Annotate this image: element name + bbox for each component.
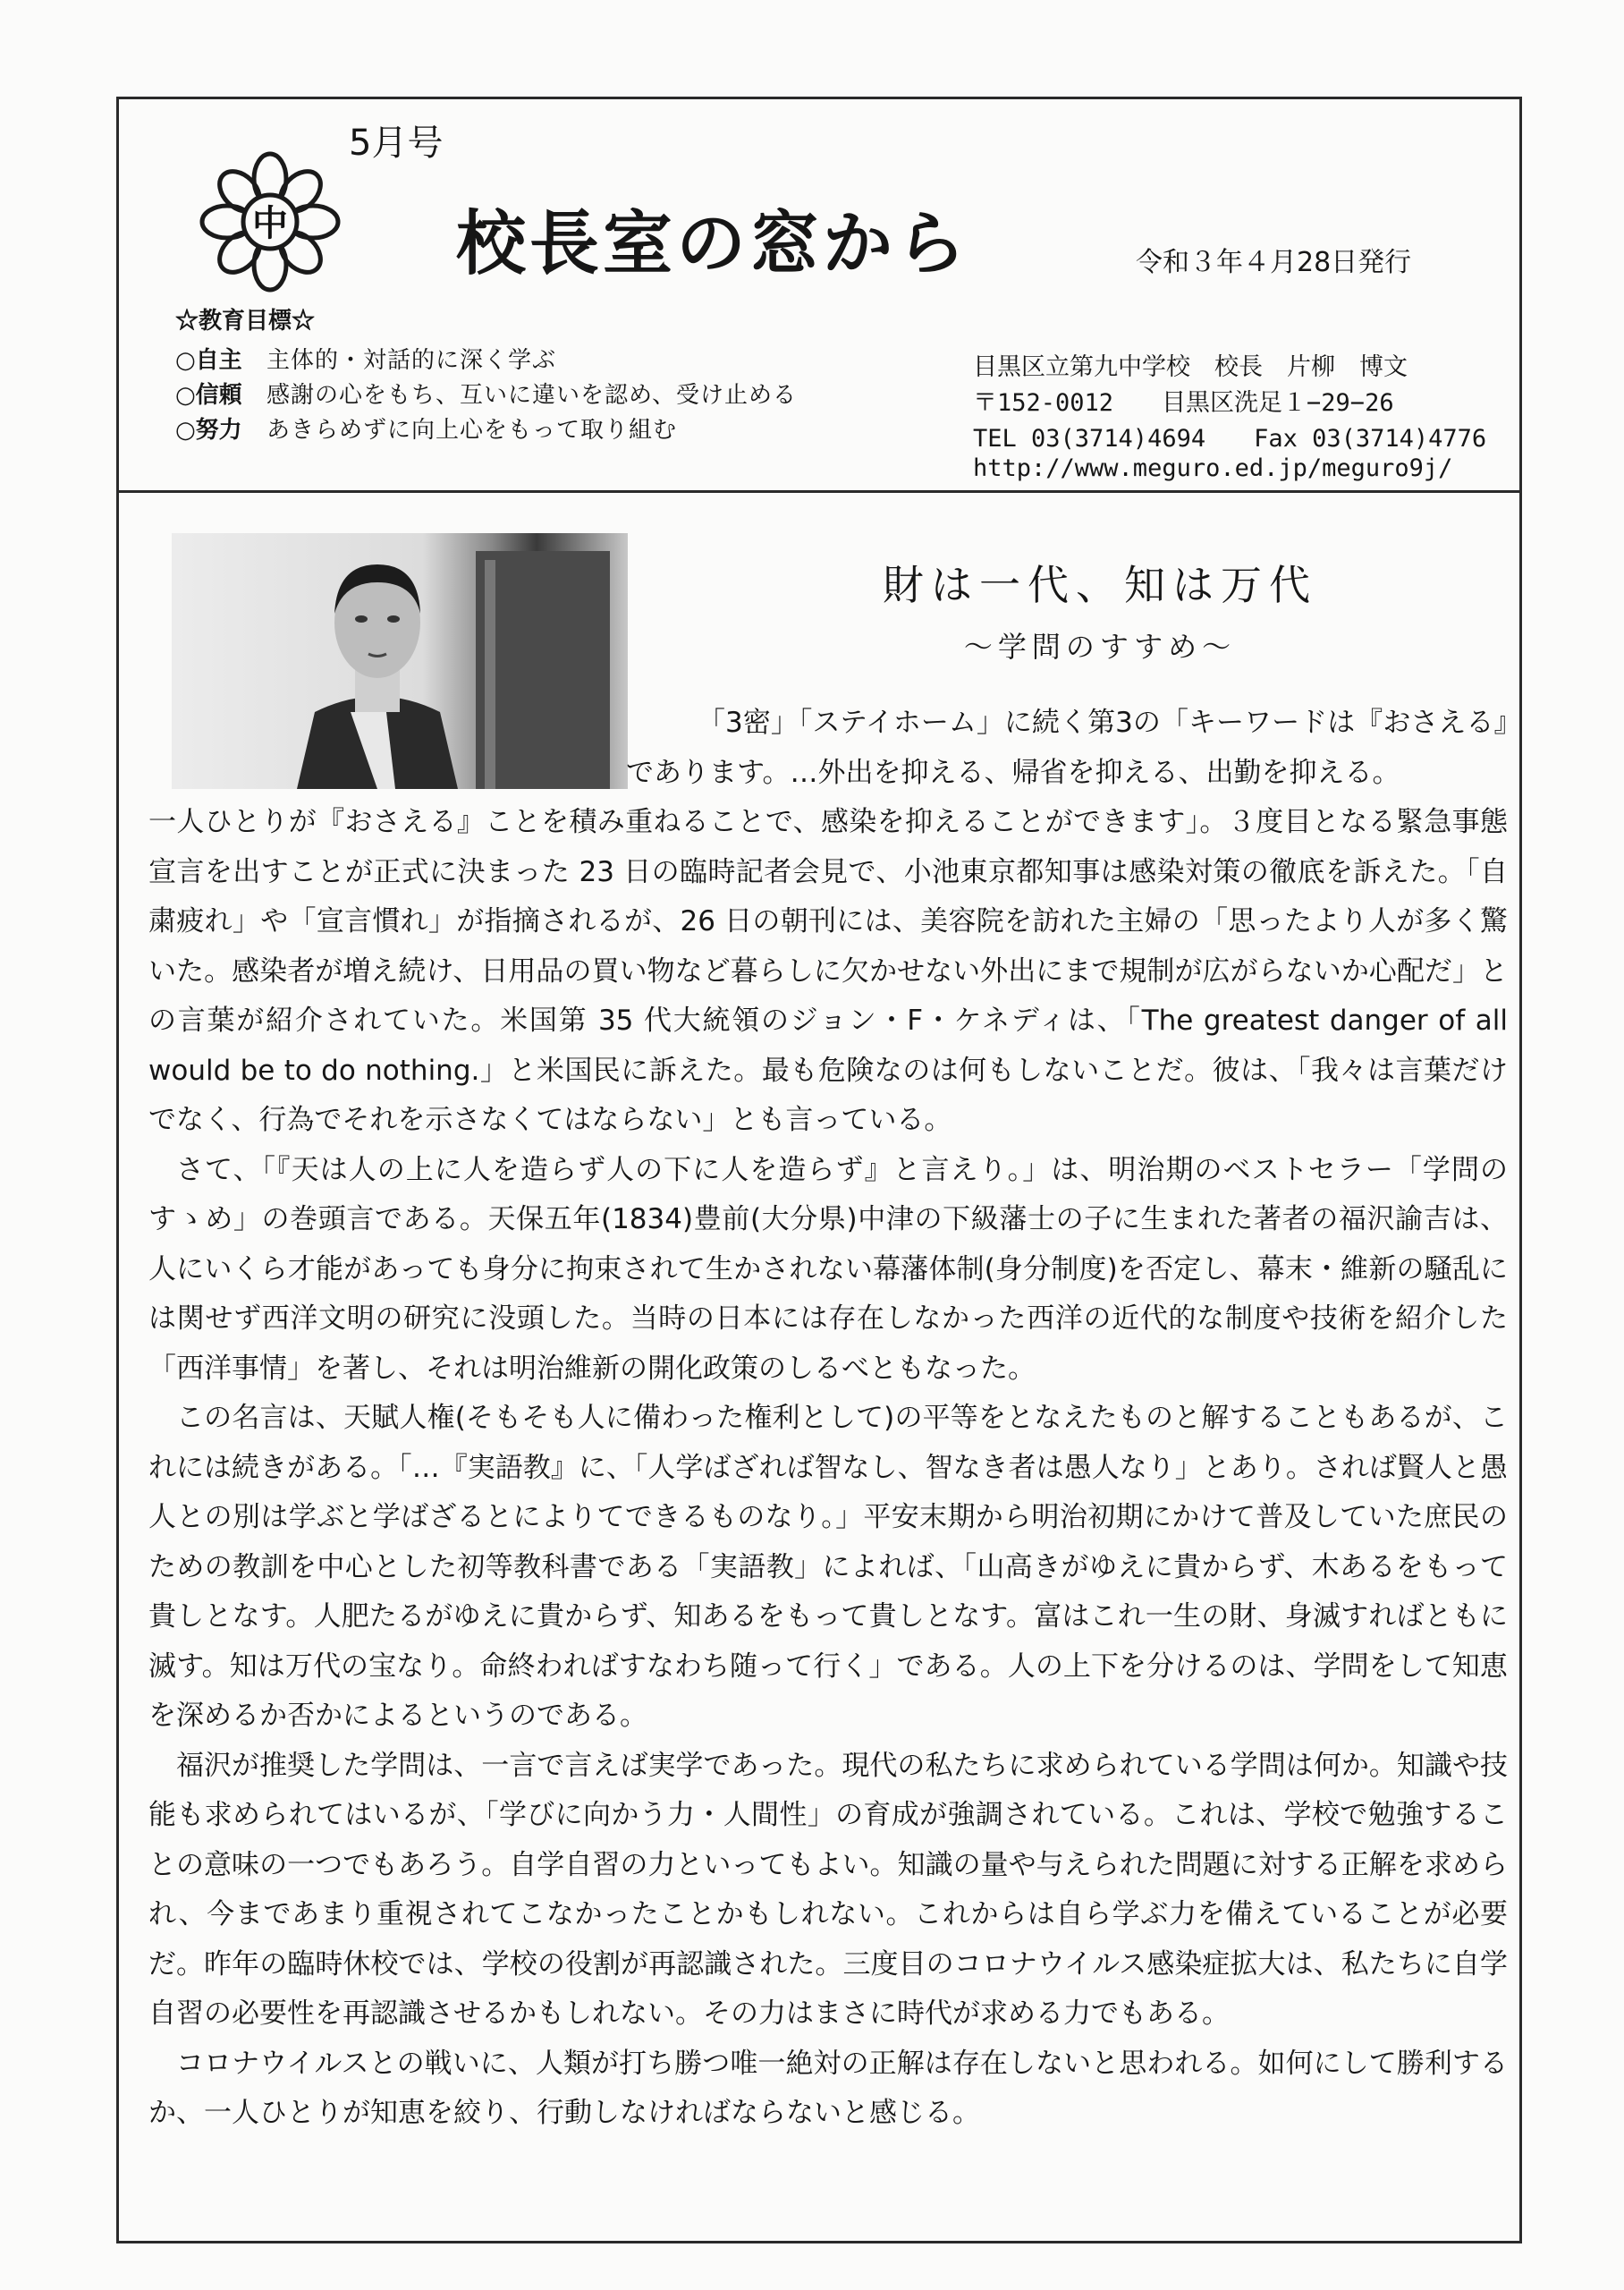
article-body	[148, 798, 1508, 2139]
article-title: 財は一代、知は万代	[883, 561, 1317, 609]
article-lead: 「3密」「ステイホーム」に続く第3の「キーワードは『おさえる』であります。…外出を抑える、帰省を抑える、出勤を抑える。	[626, 707, 1508, 789]
school-url: http://www.meguro.ed.jp/meguro9j/	[973, 454, 1453, 482]
page-title: 校長室の窓から	[456, 204, 970, 284]
article-paragraph: さて、「『天は人の上に人を造らず人の下に人を造らず』と言えり。」は、明治期のベストセラー「学問のすゝめ」の巻頭言である。天保五年(1834)豊前(大分県)中津の下級藩士の子に生まれた著者の福沢諭吉は、人にいくら才能があっても身分に拘束されて生かされない幕藩体制(身分制度)を否定し、幕末・維新の騒乱には関せず西洋文明の研究に没頭した。当時の日本には存在しなかった西洋の近代的な制度や技術を紹介した「西洋事情」を著し、それは明治維新の開化政策のしるべともなった。	[148, 1153, 1508, 1385]
goal-text: 主体的・対話的に深く学ぶ	[266, 347, 557, 374]
goal-item	[175, 341, 797, 376]
portrait-photo	[172, 533, 628, 789]
school-phone: TEL 03(3714)4694 Fax 03(3714)4776	[973, 425, 1487, 453]
goal-key: ○信頼	[175, 382, 242, 409]
emblem-char: 中	[252, 203, 288, 244]
school-emblem-icon	[199, 150, 342, 293]
goal-text: あきらめずに向上心をもって取り組む	[266, 417, 678, 444]
school-name: 目黒区立第九中学校 校長 片柳 博文	[973, 353, 1408, 381]
issue-date: 令和３年４月28日発行	[1136, 247, 1412, 278]
goal-key: ○自主	[175, 347, 242, 374]
goal-item	[175, 411, 797, 445]
school-address: 〒152-0012 目黒区洗足１−29−26	[973, 389, 1394, 417]
article-paragraph: コロナウイルスとの戦いに、人類が打ち勝つ唯一絶対の正解は存在しないと思われる。如何にして勝利するか、一人ひとりが知恵を絞り、行動しなければならないと感じる。	[148, 2047, 1508, 2129]
article-subtitle: 〜学問のすすめ〜	[963, 630, 1237, 664]
header-divider	[116, 490, 1522, 493]
article-paragraph: 一人ひとりが『おさえる』ことを積み重ねることで、感染を抑えることができます」。３度目となる緊急事態宣言を出すことが正式に決まった 23 日の臨時記者会見で、小池東京都知事は感染対策の徹底を訴えた。「自粛疲れ」や「宣言慣れ」が指摘されるが、26 日の朝刊には、美容院を訪れた主婦の「思ったより人が多く驚いた。感染者が増え続け、日用品の買い物など暮らしに欠かせない外出にまで規制が広がらないか心配だ」との言葉が紹介されていた。米国第 35 代大統領のジョン・F・ケネディは、「The greatest danger of all would be to do nothing.」と米国民に訴えた。最も危険なのは何もしないことだ。彼は、「我々は言葉だけでなく、行為でそれを示さなくてはならない」とも言っている。	[148, 806, 1508, 1136]
goal-key: ○努力	[175, 417, 242, 444]
goals-heading: ☆教育目標☆	[175, 308, 316, 335]
article-paragraph: この名言は、天賦人権(そもそも人に備わった権利として)の平等をとなえたものと解することもあるが、これには続きがある。「…『実語教』に、「人学ばざれば智なし、智なき者は愚人なり」とあり。されば賢人と愚人との別は学ぶと学ばざるとによりてできるものなり。」平安末期から明治初期にかけて普及していた庶民のための教訓を中心とした初等教科書である「実語教」によれば、「山高きがゆえに貴からず、木あるをもって貴しとなす。人肥たるがゆえに貴からず、知あるをもって貴しとなす。富はこれ一生の財、身滅すればともに滅す。知は万代の宝なり。命終わればすなわち随って行く」である。人の上下を分けるのは、学問をして知恵を深めるか否かによるというのである。	[148, 1402, 1508, 1732]
issue-label: 5月号	[349, 123, 444, 164]
goal-item	[175, 376, 797, 411]
education-goals	[175, 302, 797, 445]
school-info	[973, 347, 1486, 490]
goal-text: 感謝の心をもち、互いに違いを認め、受け止める	[266, 382, 797, 409]
article-paragraph: 福沢が推奨した学問は、一言で言えば実学であった。現代の私たちに求められている学問は何か。知識や技能も求められてはいるが、「学びに向かう力・人間性」の育成が強調されている。これは、学校で勉強することの意味の一つでもあろう。自学自習の力といってもよい。知識の量や与えられた問題に対する正解を求められ、今まであまり重視されてこなかったことかもしれない。これからは自ら学ぶ力を備えていることが必要だ。昨年の臨時休校では、学校の役割が再認識された。三度目のコロナウイルス感染症拡大は、私たちに自学自習の必要性を再認識させるかもしれない。その力はまさに時代が求める力でもある。	[148, 1749, 1508, 2030]
